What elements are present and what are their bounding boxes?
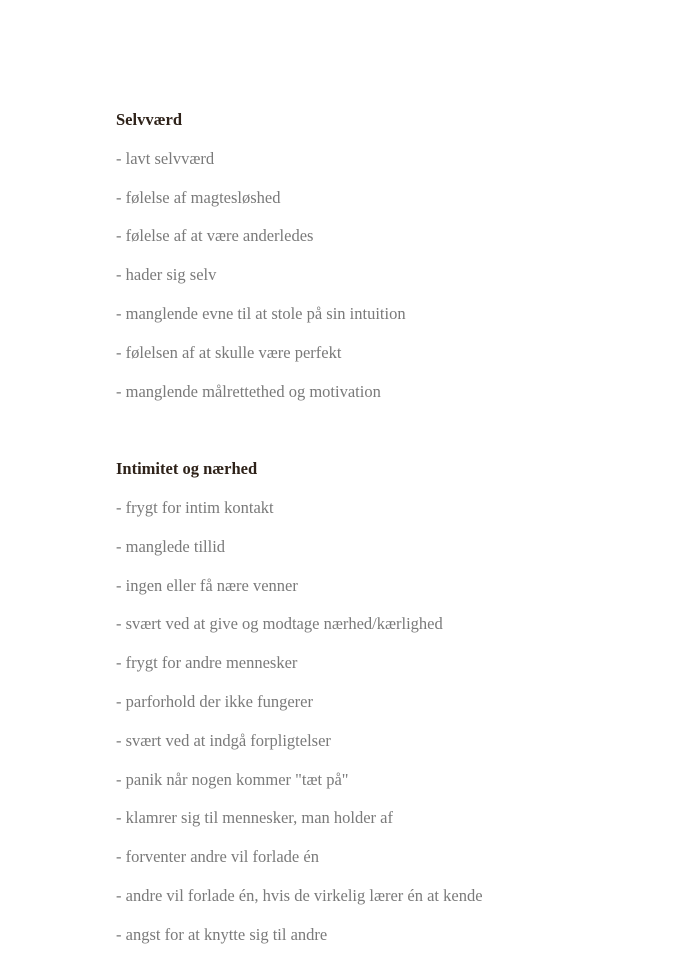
section-intimitet [116, 457, 656, 947]
list-item: - andre vil forlade én, hvis de virkelig lærer én at kende [116, 885, 483, 905]
list-item: - følelse af at være anderledes [116, 226, 314, 246]
symptom-list [116, 496, 656, 947]
list-item: - manglende evne til at stole på sin intuition [116, 303, 406, 323]
list-item: - klamrer sig til mennesker, man holder af [116, 808, 393, 828]
list-item: - svært ved at give og modtage nærhed/kærlighed [116, 614, 443, 634]
list-item: - frygt for andre mennesker [116, 653, 298, 673]
list-item: - angst for at knytte sig til andre [116, 924, 328, 944]
document-page [116, 108, 656, 962]
section-heading: Selvværd [116, 110, 182, 129]
section-spacer [116, 418, 656, 457]
list-item: - frygt for intim kontakt [116, 497, 274, 517]
list-item: - parforhold der ikke fungerer [116, 691, 313, 711]
list-item: - forventer andre vil forlade én [116, 847, 319, 867]
list-item: - svært ved at indgå forpligtelser [116, 730, 331, 750]
list-item: - manglede tillid [116, 536, 226, 556]
list-item: - ingen eller få nære venner [116, 575, 298, 595]
list-item: - manglende målrettethed og motivation [116, 381, 381, 401]
section-heading: Intimitet og nærhed [116, 459, 258, 479]
list-item: - følelse af magtesløshed [116, 187, 281, 207]
list-item: - panik når nogen kommer "tæt på" [116, 769, 349, 789]
list-item: - lavt selvværd [116, 148, 215, 168]
list-item: - følelsen af at skulle være perfekt [116, 342, 342, 362]
section-selvvaerd [116, 108, 656, 404]
symptom-list [116, 147, 656, 404]
list-item: - hader sig selv [116, 265, 217, 285]
